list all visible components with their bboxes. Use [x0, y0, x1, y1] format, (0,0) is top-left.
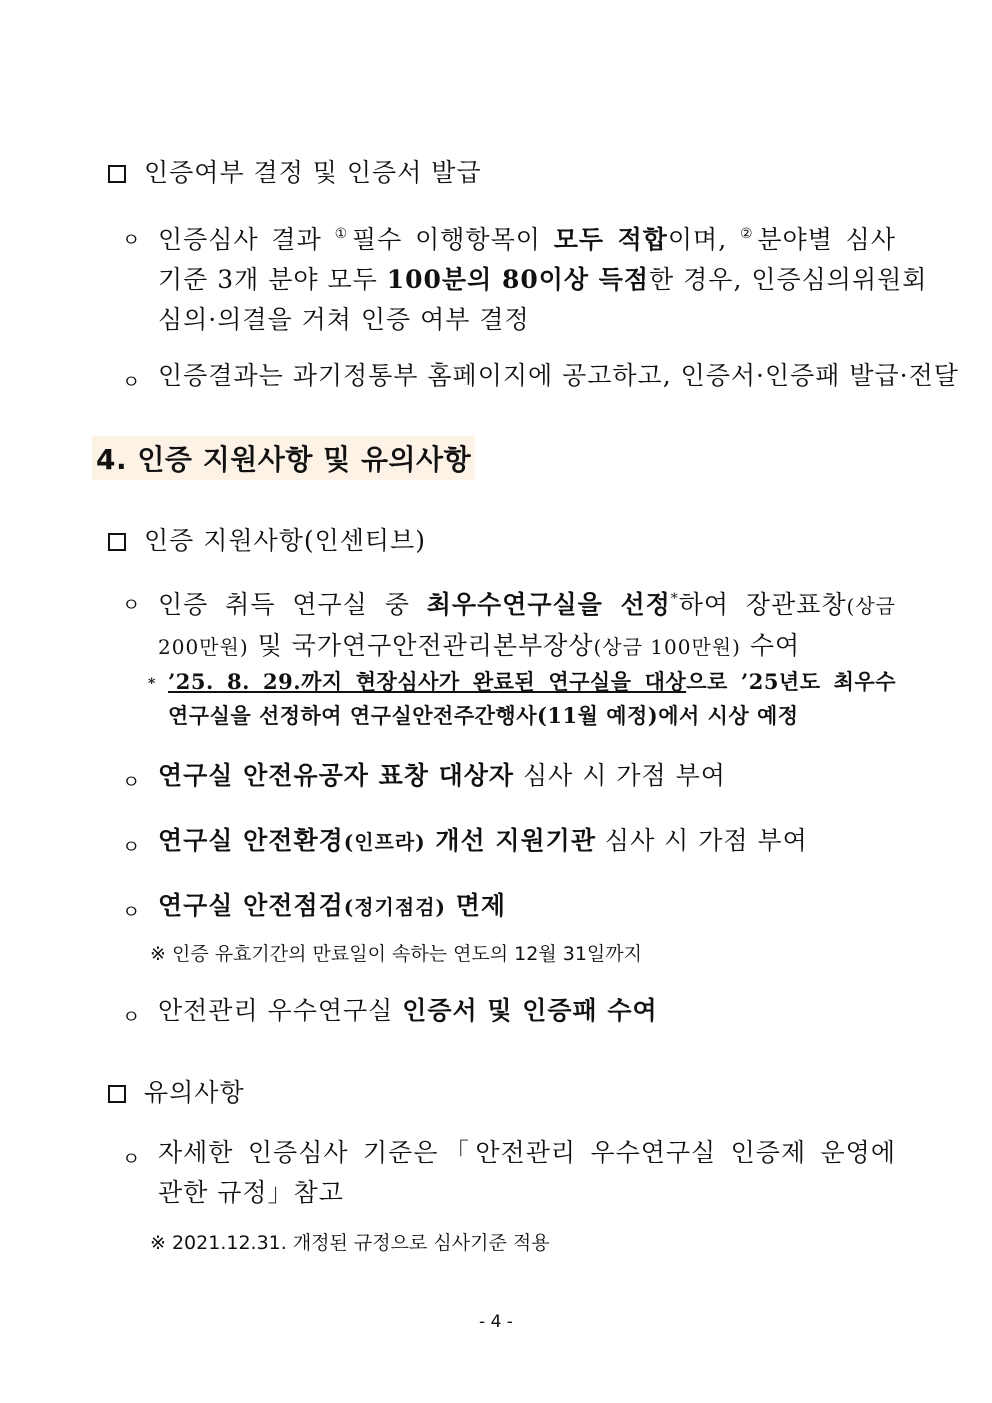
paragraph-line: 자세한 인증심사 기준은「안전관리 우수연구실 인증제 운영에 [158, 1138, 896, 1167]
bold-text: 최우수연구실을 선정 [426, 590, 671, 619]
section-heading-text: 인증여부 결정 및 인증서 발급 [144, 158, 482, 187]
bold-text: 모두 적합 [553, 225, 668, 254]
checkbox-square-icon [108, 1085, 126, 1103]
small-text: (상금 [846, 594, 896, 618]
small-bold-text: (정기점검) [343, 895, 446, 919]
checkbox-square-icon [108, 533, 126, 551]
text-segment: 심사 시 가점 부여 [514, 761, 726, 790]
paragraph-best-lab-award [158, 579, 896, 667]
text-segment: 기준 3개 분야 모두 [158, 265, 387, 294]
bullet-circle-icon: ㅇ [122, 1006, 141, 1028]
text-segment: 수여 [740, 631, 801, 660]
bullet-circle-icon: ㅇ [122, 371, 141, 393]
asterisk-mark: * [670, 591, 679, 607]
paragraph-announcement [158, 356, 959, 396]
text-segment: 으로 ’25년도 최우수 [686, 669, 896, 694]
paragraph-line [158, 821, 808, 862]
section-heading-notes [108, 1073, 245, 1109]
paragraph-regulation-reference [158, 1133, 896, 1213]
text-segment: 인증심사 결과 [158, 225, 335, 254]
bullet-circle-icon: ㅇ [122, 836, 141, 858]
bold-text: 연구실 안전유공자 표창 대상자 [158, 761, 515, 790]
section-heading-incentives [108, 521, 426, 557]
circled-number-two: ② [739, 226, 758, 242]
paragraph-line [158, 626, 896, 667]
chapter-heading-support-and-notes: 4. 인증 지원사항 및 유의사항 [92, 436, 475, 480]
bold-text: 면제 [445, 891, 506, 920]
paragraph-line: 관한 규정」참고 [158, 1178, 344, 1207]
bold-text: 연구실 안전점검 [158, 891, 344, 920]
bullet-circle-icon: ㅇ [122, 901, 141, 923]
text-segment: 및 국가연구안전관리본부장상 [248, 631, 594, 660]
paragraph-certificate-award [158, 991, 658, 1031]
paragraph-line [158, 579, 896, 626]
text-segment: 한 경우, 인증심의위원회 [649, 265, 928, 294]
bullet-circle-icon: ㅇ [122, 771, 141, 793]
small-text: 200만원) [158, 635, 249, 659]
asterisk-mark: * [148, 676, 156, 692]
section-heading-certification-decision [108, 153, 482, 189]
text-segment: 인증 취득 연구실 중 [158, 590, 427, 619]
paragraph-line [158, 260, 928, 300]
text-segment: 분야별 심사 [757, 225, 896, 254]
footnote-line [168, 665, 896, 699]
text-segment: 이며, [667, 225, 740, 254]
page-number: - 4 - [479, 1312, 513, 1332]
paragraph-safety-merit [158, 756, 726, 796]
section-heading-text: 인증 지원사항(인센티브) [144, 526, 426, 555]
circled-number-one: ① [334, 226, 352, 242]
paragraph-infrastructure-support [158, 821, 808, 862]
paragraph-certification-criteria [158, 214, 928, 340]
bold-text: 개선 지원기관 [425, 826, 596, 855]
bullet-circle-icon: ㅇ [122, 594, 141, 616]
paragraph-line [158, 214, 896, 260]
footnote-best-lab-schedule [168, 665, 896, 733]
paragraph-inspection-exemption [158, 886, 506, 927]
paragraph-line: 심의·의결을 거쳐 인증 여부 결정 [158, 305, 530, 334]
text-segment: 필수 이행항목이 [352, 225, 554, 254]
text-segment: 심사 시 가점 부여 [595, 826, 808, 855]
paragraph-line [158, 991, 658, 1031]
text-segment: 하여 장관표창 [678, 590, 847, 619]
note-validity-period: ※ 인증 유효기간의 만료일이 속하는 연도의 12월 31일까지 [150, 943, 642, 965]
paragraph-line [158, 756, 726, 796]
note-regulation-date: ※ 2021.12.31. 개정된 규정으로 심사기준 적용 [150, 1232, 550, 1254]
small-bold-text: (인프라) [343, 830, 426, 854]
bold-text: 연구실 안전환경 [158, 826, 344, 855]
paragraph-line: 인증결과는 과기정통부 홈페이지에 공고하고, 인증서·인증패 발급·전달 [158, 361, 959, 390]
small-text: (상금 100만원) [593, 635, 741, 659]
footnote-line: 연구실을 선정하여 연구실안전주간행사(11월 예정)에서 시상 예정 [168, 703, 799, 728]
bullet-circle-icon: ㅇ [122, 1148, 141, 1170]
underlined-text: ’25. 8. 29.까지 현장심사가 완료된 연구실을 대상 [168, 669, 687, 694]
bold-text: 100분의 80이상 득점 [386, 265, 650, 294]
checkbox-square-icon [108, 165, 126, 183]
paragraph-line [158, 886, 506, 927]
text-segment: 안전관리 우수연구실 [158, 996, 403, 1025]
bullet-circle-icon: ㅇ [122, 229, 141, 251]
bold-text: 인증서 및 인증패 수여 [402, 996, 658, 1025]
section-heading-text: 유의사항 [144, 1078, 245, 1107]
